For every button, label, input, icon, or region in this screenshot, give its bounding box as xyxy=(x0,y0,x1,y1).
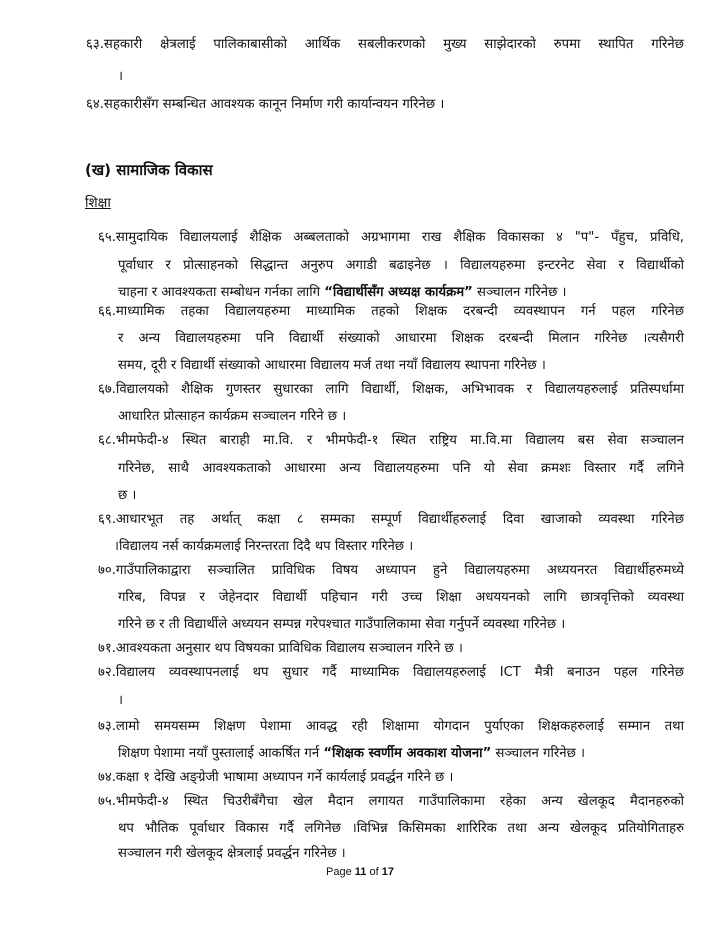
list-item-73-line-1 xyxy=(98,718,684,736)
program-name: “विद्यार्थीसँग अध्यक्ष कार्यक्रम” xyxy=(324,285,473,300)
item-text: चाहना र आवश्यकता सम्बोधन गर्नका लागि xyxy=(118,285,325,300)
list-item-72-line-2: । xyxy=(118,693,123,708)
list-item-63-line-2: । xyxy=(118,69,123,84)
item-text: लामो समयसम्म शिक्षण पेशामा आवद्ध रही शिक्षामा योगदान पुर्याएका शिक्षकहरुलाई सम्मान तथा xyxy=(115,719,684,734)
current-page: 11 xyxy=(354,866,367,878)
list-item-71 xyxy=(98,640,463,658)
list-item-66-line-3: समय, दूरी र विद्यार्थी संख्याको आधारमा विद्यालय मर्ज तथा नयाँ विद्यालय स्थापना गरिनेछ । xyxy=(118,358,546,373)
item-text: आवश्यकता अनुसार थप विषयका प्राविधिक विद्यालय सञ्चालन गरिने छ । xyxy=(115,641,463,656)
list-item-69-line-2: ।विद्यालय नर्स कार्यक्रमलाई निरन्तरता दिदै थप विस्तार गरिनेछ । xyxy=(114,539,414,554)
list-item-74 xyxy=(98,769,453,787)
item-number: ६८. xyxy=(98,433,116,448)
page-of: of xyxy=(369,866,379,878)
item-text: सञ्चालन गरिनेछ । xyxy=(472,285,567,300)
list-item-75-line-3: सञ्चालन गरी खेलकूद क्षेत्रलाई प्रवर्द्धन गरिनेछ । xyxy=(118,846,346,861)
item-text: माध्यामिक तहका विद्यालयहरुमा माध्यामिक तहको शिक्षक दरबन्दी व्यवस्थापन गर्न पहल गरिनेछ xyxy=(115,304,684,319)
list-item-65-line-2: पूर्वाधार र प्रोत्साहनको सिद्धान्त अनुरुप अगाडी बढाइनेछ । विद्यालयहरुमा इन्टरनेट सेवा र विद्यार्थीको xyxy=(118,258,684,273)
item-number: ६६. xyxy=(98,304,116,319)
list-item-69-line-1 xyxy=(98,511,684,529)
list-item-70-line-1 xyxy=(98,562,684,580)
list-item-66-line-2: र अन्य विद्यालयहरुमा पनि विद्यार्थी संख्याको आधारमा शिक्षक दरबन्दी मिलान गरिनेछ ।त्यसैगरी xyxy=(118,331,684,346)
item-text: सञ्चालन गरिनेछ । xyxy=(491,746,586,761)
item-number: ६३. xyxy=(86,37,104,52)
item-number: ७०. xyxy=(98,563,116,578)
item-number: ७२. xyxy=(98,665,116,680)
list-item-75-line-1 xyxy=(98,793,684,811)
section-heading: (ख) सामाजिक विकास xyxy=(85,161,213,179)
item-number: ६९. xyxy=(98,512,116,527)
page-footer xyxy=(0,866,720,878)
item-text: सहकारी क्षेत्रलाई पालिकाबासीको आर्थिक सबलीकरणको मुख्य साझेदारको रुपमा स्थापित गरिनेछ xyxy=(103,37,684,52)
program-name: “शिक्षक स्वर्णीम अवकाश योजना” xyxy=(323,746,492,761)
list-item-65-line-3 xyxy=(118,284,567,302)
item-number: ६७. xyxy=(98,382,116,397)
list-item-68-line-1 xyxy=(98,432,684,450)
item-number: ७३. xyxy=(98,719,116,734)
list-item-67-line-2: आधारित प्रोत्साहन कार्यक्रम सञ्चालन गरिने छ । xyxy=(118,409,347,424)
list-item-64 xyxy=(86,96,444,114)
item-text: विद्यालय व्यवस्थापनलाई थप सुधार गर्दै माध्यामिक विद्यालयहरुलाई ICT मैत्री बनाउन पहल गरिनेछ xyxy=(115,665,684,680)
total-pages: 17 xyxy=(381,866,394,878)
item-number: ६५. xyxy=(98,230,116,245)
item-number: ७५. xyxy=(98,794,116,809)
item-text: कक्षा १ देखि अङ्ग्रेजी भाषामा अध्यापन गर्ने कार्यलाई प्रवर्द्धन गरिने छ । xyxy=(115,770,454,785)
item-number: ७४. xyxy=(98,770,116,785)
list-item-68-line-2: गरिनेछ, साथै आवश्यकताको आधारमा अन्य विद्यालयहरुमा पनि यो सेवा क्रमशः विस्तार गर्दै लगिने xyxy=(118,461,684,476)
list-item-75-line-2: थप भौतिक पूर्वाधार विकास गर्दै लगिनेछ ।विभिन्न किसिमका शारिरिक तथा अन्य खेलकूद प्रतियोगिताहरु xyxy=(118,821,684,836)
list-item-73-line-2 xyxy=(118,745,585,763)
item-text: सहकारीसँग सम्बन्धित आवश्यक कानून निर्माण गरी कार्यान्वयन गरिनेछ । xyxy=(103,97,445,112)
list-item-70-line-3: गरिने छ र ती विद्यार्थीले अध्ययन सम्पन्न गरेपश्चात गाउँपालिकामा सेवा गर्नुपर्ने व्यवस्था गरिनेछ । xyxy=(118,617,566,632)
item-text: आधारभूत तह अर्थात् कक्षा ८ सम्मका सम्पूर्ण विद्यार्थीहरुलाई दिवा खाजाको व्यवस्था गरिनेछ xyxy=(115,512,684,527)
item-text: भीमफेदी-४ स्थित चिउरीबँगैचा खेल मैदान लगायत गाउँपालिकामा रहेका अन्य खेलकूद मैदानहरुको xyxy=(115,794,684,809)
list-item-66-line-1 xyxy=(98,303,684,321)
list-item-70-line-2: गरिब, विपन्न र जेहेनदार विद्यार्थी पहिचान गरी उच्च शिक्षा अधययनको लागि छात्रवृत्तिको व्यवस्था xyxy=(118,590,684,605)
item-text: विद्यालयको शैक्षिक गुणस्तर सुधारका लागि विद्यार्थी, शिक्षक, अभिभावक र विद्यालयहरुलाई प्रतिस्पर्धामा xyxy=(115,382,684,397)
list-item-68-line-3: छ । xyxy=(118,488,137,503)
item-number: ७१. xyxy=(98,641,116,656)
item-text: गाउँपालिकाद्वारा सञ्चालित प्राविधिक विषय अध्यापन हुने विद्यालयहरुमा अध्ययनरत विद्यार्थीहरुमध्ये xyxy=(115,563,684,578)
item-text: भीमफेदी-४ स्थित बाराही मा.वि. र भीमफेदी-१ स्थित राष्ट्रिय मा.वि.मा विद्यालय बस सेवा सञ्चालन xyxy=(115,433,684,448)
list-item-72-line-1 xyxy=(98,664,684,682)
item-text: शिक्षण पेशामा नयाँ पुस्तालाई आकर्षित गर्न xyxy=(118,746,324,761)
item-text: सामुदायिक विद्यालयलाई शैक्षिक अब्बलताको अग्रभागमा राख शैक्षिक विकासका ४ "प"- पँहुच, प्रविधि, xyxy=(115,230,684,245)
page-prefix: Page xyxy=(326,866,352,878)
item-number: ६४. xyxy=(86,97,104,112)
list-item-67-line-1 xyxy=(98,381,684,399)
section-subheading: शिक्षा xyxy=(85,195,111,211)
list-item-63-line-1 xyxy=(86,36,684,54)
list-item-65-line-1 xyxy=(98,229,684,247)
